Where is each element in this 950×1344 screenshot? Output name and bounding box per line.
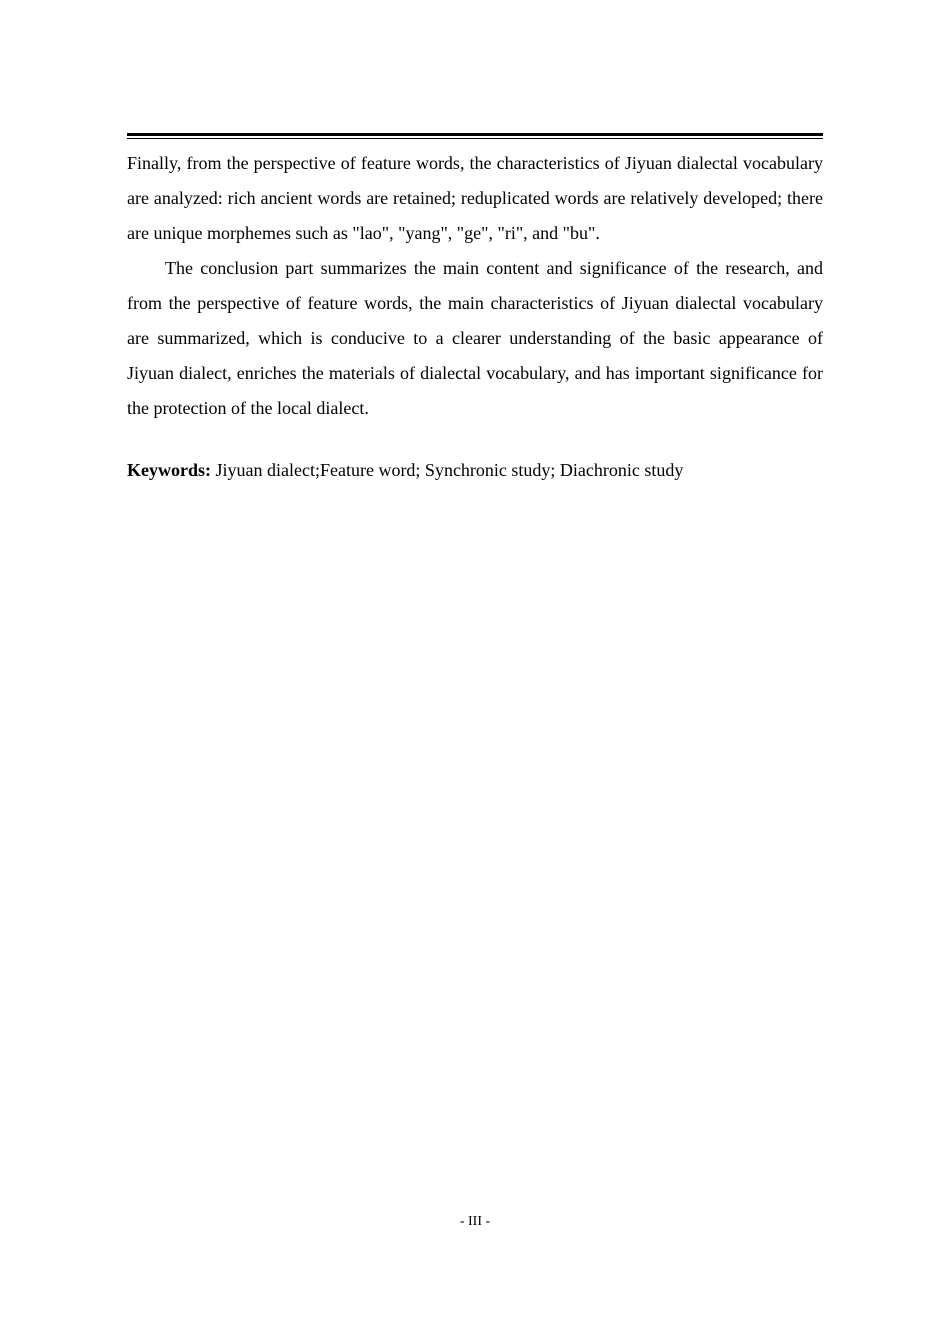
header-double-rule [127, 133, 823, 139]
keywords-text: Jiyuan dialect;Feature word; Synchronic study; Diachronic study [211, 460, 684, 480]
abstract-paragraph-1: Finally, from the perspective of feature words, the characteristics of Jiyuan dialectal vocabulary are analyzed: rich ancient words are retained; reduplicated words are relatively developed; there are unique morphemes such as "lao", "yang", "ge", "ri", and "bu". [127, 153, 823, 243]
keywords-line [127, 453, 823, 488]
keywords-label: Keywords: [127, 460, 211, 480]
page-number: - III - [459, 1214, 491, 1229]
abstract-paragraph-2: The conclusion part summarizes the main content and significance of the research, and from the perspective of feature words, the main characteristics of Jiyuan dialectal vocabulary are summarized, which is conducive to a clearer understanding of the basic appearance of Jiyuan dialect, enriches the materials of dialectal vocabulary, and has important significance for the protection of the local dialect. [127, 258, 823, 418]
abstract-body [127, 146, 823, 488]
